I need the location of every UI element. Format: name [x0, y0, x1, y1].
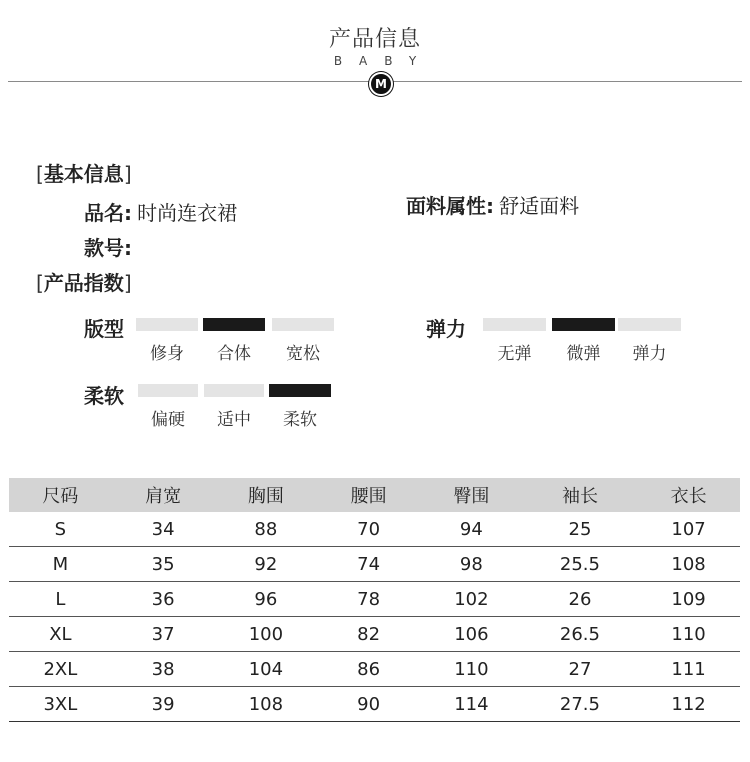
- table-cell: 92: [215, 547, 318, 582]
- model-row: [84, 232, 132, 261]
- page-title: 产品信息: [328, 27, 421, 52]
- model-label: 款号:: [84, 236, 132, 260]
- table-cell: 74: [317, 547, 420, 582]
- soft-bar-3: [269, 384, 331, 397]
- section-product-index: [产品指数]: [36, 271, 132, 295]
- table-cell: 38: [112, 652, 215, 687]
- table-cell: XL: [9, 617, 112, 652]
- elastic-bar-3: [618, 318, 681, 331]
- section-basic-title: 基本信息: [43, 162, 124, 186]
- table-cell: L: [9, 582, 112, 617]
- section-basic-info: [基本信息]: [36, 162, 132, 186]
- table-cell: 94: [420, 512, 523, 547]
- table-header-cell: 胸围: [215, 478, 318, 512]
- table-cell: 98: [420, 547, 523, 582]
- fit-option-3: 宽松: [286, 344, 320, 364]
- table-cell: 34: [112, 512, 215, 547]
- table-cell: 78: [317, 582, 420, 617]
- table-cell: M: [9, 547, 112, 582]
- table-cell: 104: [215, 652, 318, 687]
- table-header-cell: 腰围: [317, 478, 420, 512]
- elastic-bar-2: [552, 318, 615, 331]
- table-cell: 25.5: [523, 547, 637, 582]
- table-cell: 37: [112, 617, 215, 652]
- table-cell: 111: [637, 652, 740, 687]
- soft-bar-1: [138, 384, 198, 397]
- table-cell: 2XL: [9, 652, 112, 687]
- fit-bar-1: [136, 318, 198, 331]
- table-header-cell: 袖长: [523, 478, 637, 512]
- table-cell: 107: [637, 512, 740, 547]
- fit-bar-2: [203, 318, 265, 331]
- fit-option-1: 修身: [150, 344, 184, 364]
- table-cell: 88: [215, 512, 318, 547]
- table-cell: 86: [317, 652, 420, 687]
- fabric-value: 舒适面料: [499, 194, 580, 218]
- table-row: [9, 687, 740, 722]
- product-name-row: [84, 197, 237, 226]
- table-cell: 27.5: [523, 687, 637, 722]
- table-cell: 26: [523, 582, 637, 617]
- table-header-cell: 臀围: [420, 478, 523, 512]
- table-header-cell: 肩宽: [112, 478, 215, 512]
- table-row: [9, 617, 740, 652]
- table-row: [9, 512, 740, 547]
- elastic-option-3: 弹力: [632, 344, 667, 364]
- table-cell: 108: [637, 547, 740, 582]
- page-subtitle: BABY: [333, 54, 434, 68]
- table-cell: 82: [317, 617, 420, 652]
- elastic-option-2: 微弹: [566, 344, 601, 364]
- table-cell: 90: [317, 687, 420, 722]
- fit-option-2: 合体: [217, 344, 251, 364]
- soft-option-3: 柔软: [283, 410, 317, 430]
- table-row: [9, 652, 740, 687]
- table-row: [9, 582, 740, 617]
- table-header-cell: 衣长: [637, 478, 740, 512]
- elastic-label: 弹力: [426, 317, 466, 341]
- fit-label: 版型: [84, 317, 124, 341]
- table-cell: 25: [523, 512, 637, 547]
- fabric-row: [406, 190, 579, 219]
- product-name-value: 时尚连衣裙: [137, 201, 238, 225]
- soft-label: 柔软: [84, 384, 124, 408]
- table-cell: 3XL: [9, 687, 112, 722]
- table-cell: S: [9, 512, 112, 547]
- soft-bar-2: [204, 384, 264, 397]
- section-index-title: 产品指数: [43, 271, 124, 295]
- fit-bar-3: [272, 318, 334, 331]
- table-cell: 100: [215, 617, 318, 652]
- fabric-label: 面料属性:: [406, 194, 494, 218]
- table-cell: 112: [637, 687, 740, 722]
- soft-option-2: 适中: [217, 410, 251, 430]
- table-cell: 109: [637, 582, 740, 617]
- table-header-row: [9, 478, 740, 512]
- soft-option-1: 偏硬: [151, 410, 185, 430]
- table-cell: 108: [215, 687, 318, 722]
- table-cell: 35: [112, 547, 215, 582]
- table-cell: 96: [215, 582, 318, 617]
- table-cell: 102: [420, 582, 523, 617]
- m-badge-icon: M: [369, 72, 393, 96]
- size-table: [9, 478, 740, 722]
- table-cell: 114: [420, 687, 523, 722]
- table-cell: 26.5: [523, 617, 637, 652]
- table-row: [9, 547, 740, 582]
- table-cell: 36: [112, 582, 215, 617]
- elastic-bar-1: [483, 318, 546, 331]
- table-cell: 110: [420, 652, 523, 687]
- table-header-cell: 尺码: [9, 478, 112, 512]
- table-cell: 39: [112, 687, 215, 722]
- elastic-option-1: 无弹: [497, 344, 532, 364]
- table-cell: 110: [637, 617, 740, 652]
- table-cell: 27: [523, 652, 637, 687]
- table-cell: 106: [420, 617, 523, 652]
- table-cell: 70: [317, 512, 420, 547]
- product-name-label: 品名:: [84, 201, 132, 225]
